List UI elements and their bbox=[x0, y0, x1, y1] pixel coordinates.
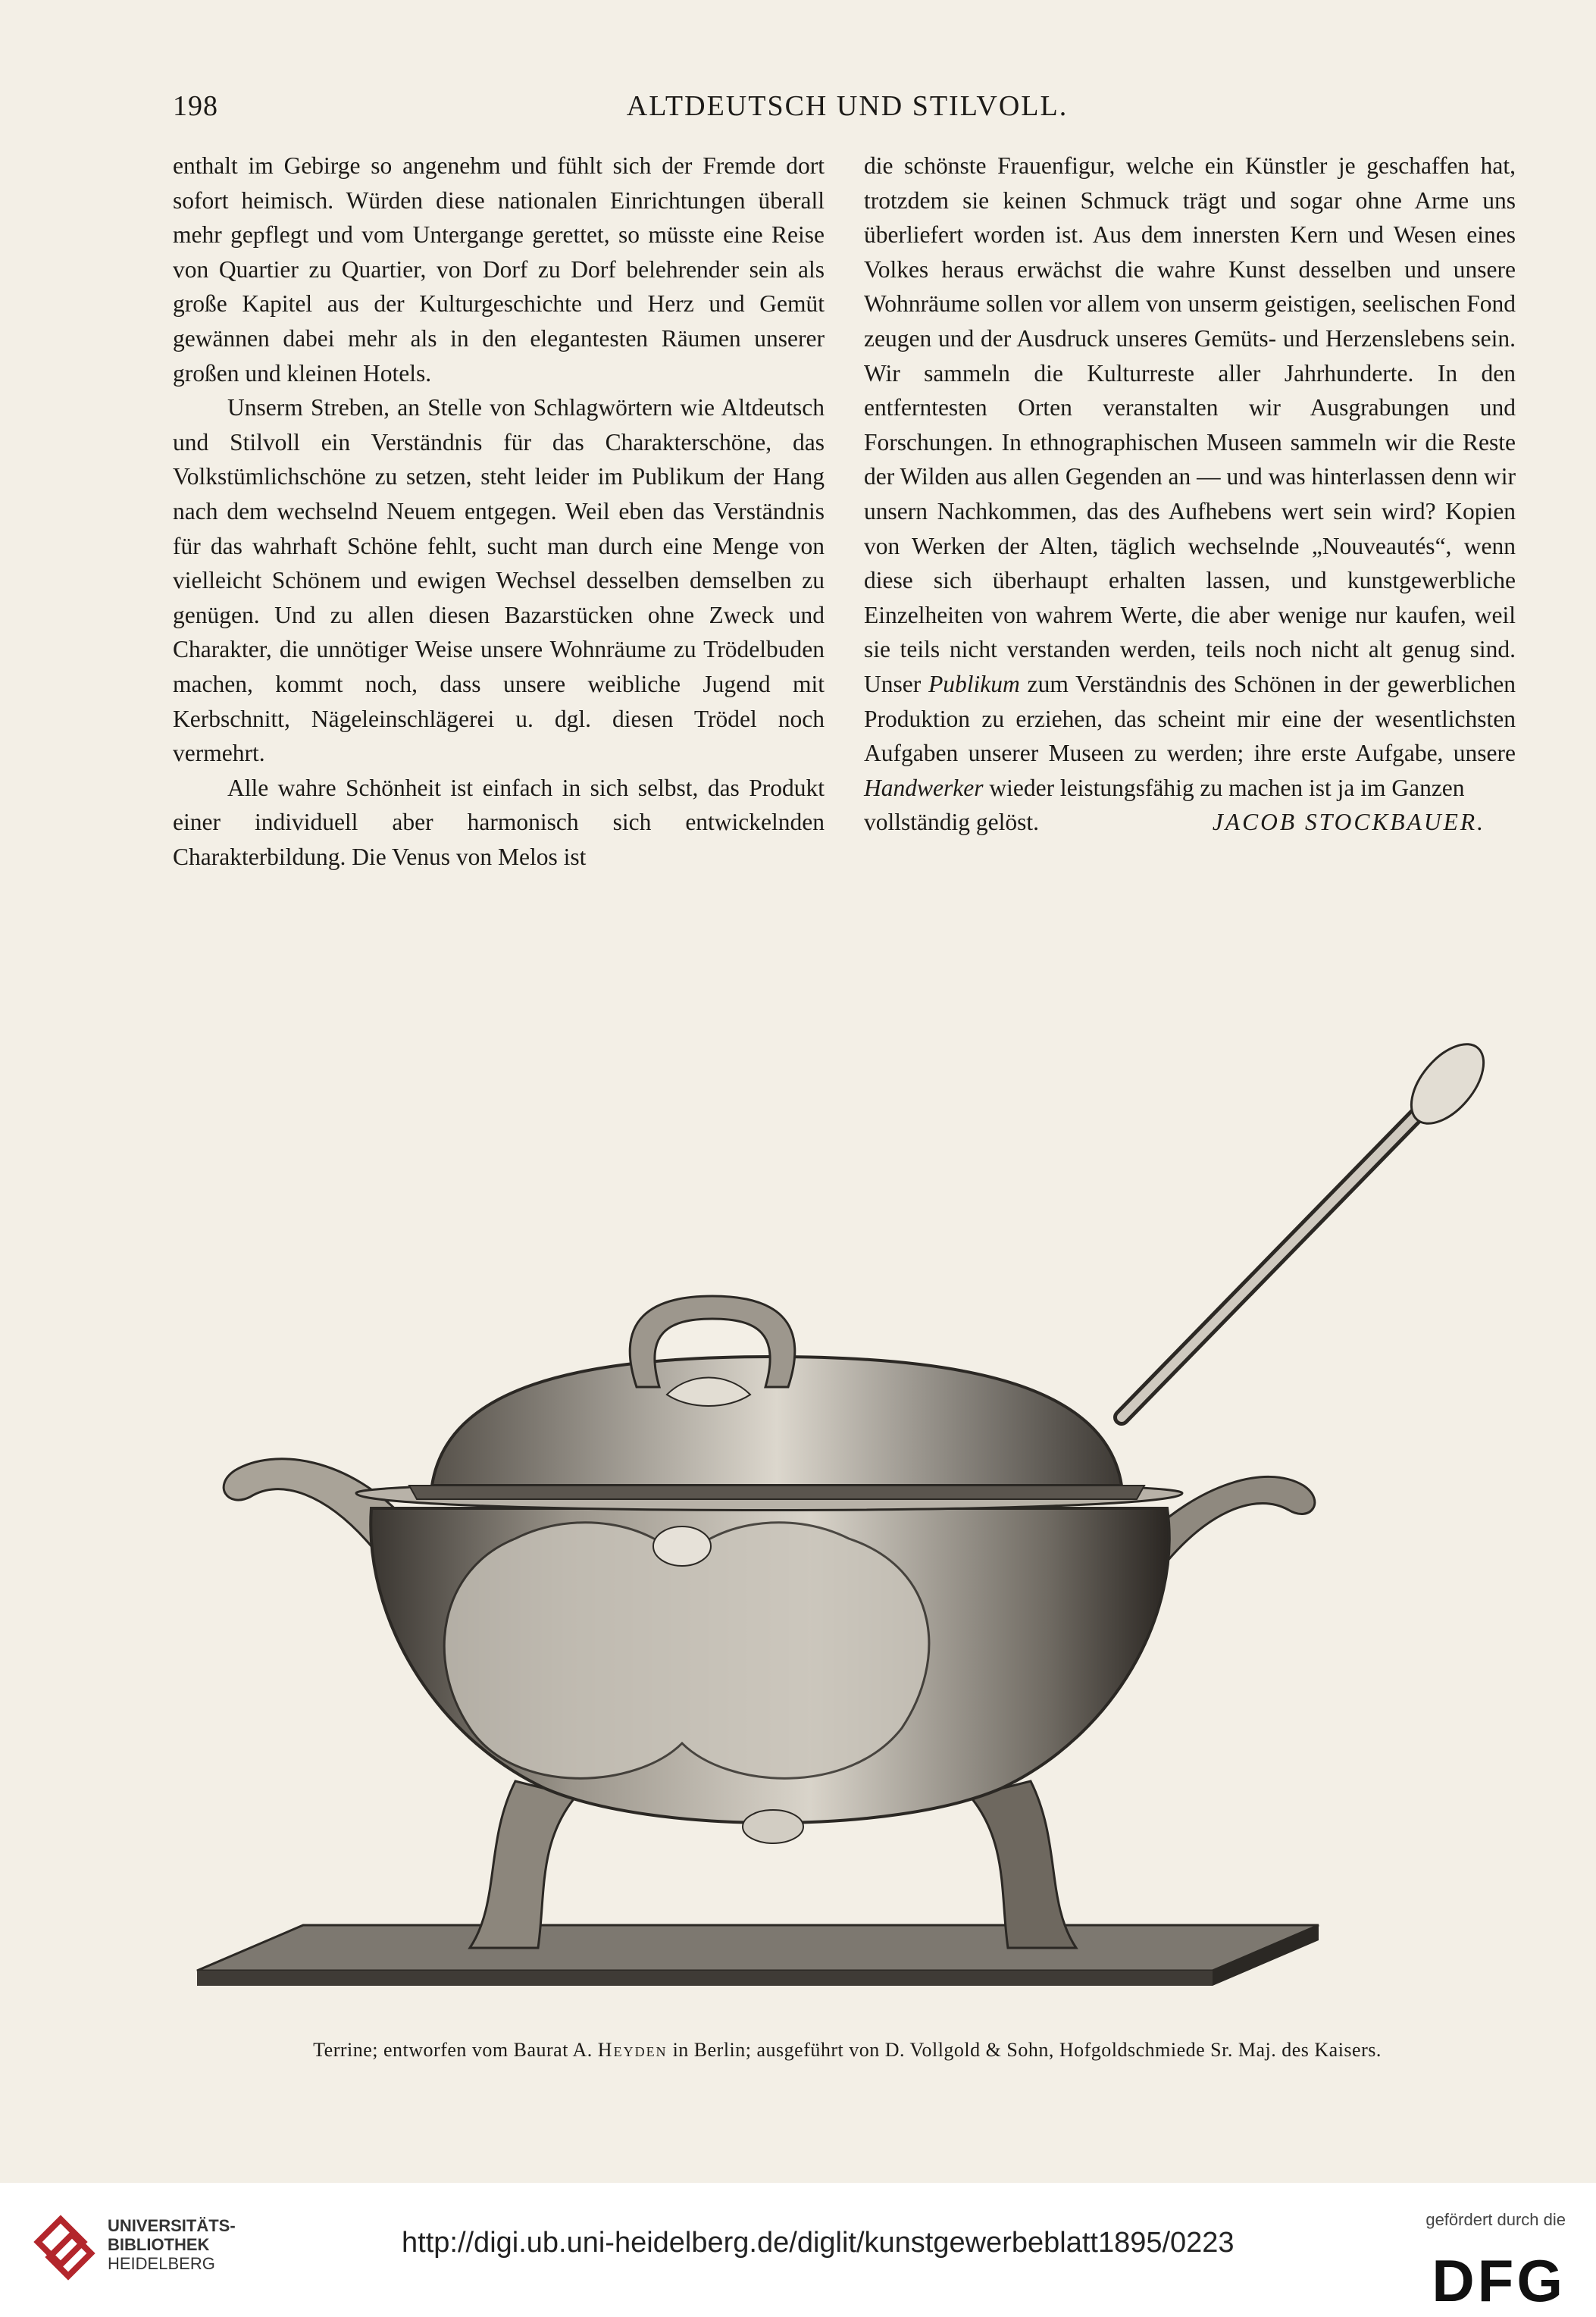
page-number: 198 bbox=[173, 90, 218, 122]
library-name-line-3: HEIDELBERG bbox=[108, 2254, 215, 2273]
tureen-foot-right bbox=[970, 1781, 1076, 1948]
ub-heidelberg-logo-icon bbox=[30, 2212, 99, 2287]
emphasis-handwerker: Handwerker bbox=[864, 774, 984, 801]
dfg-logo: DFG bbox=[1432, 2247, 1566, 2314]
signature-line bbox=[864, 805, 1516, 840]
right-text-c: wieder leistungsfähig zu machen ist ja im Ganzen bbox=[989, 774, 1465, 801]
emphasis-publikum: Publikum bbox=[928, 670, 1020, 697]
right-text-b: zum Verständnis des Schönen in der gewerblichen Produktion zu erziehen, das scheint mir eine der wesentlichsten Aufgaben unserer Museen zu werden; ihre erste Aufgabe, unsere bbox=[864, 670, 1516, 767]
library-name-line-2: BIBLIOTHEK bbox=[108, 2235, 210, 2254]
tureen-shell-top bbox=[653, 1526, 711, 1566]
figure-caption bbox=[173, 2039, 1522, 2062]
caption-name: Heyden bbox=[597, 2039, 668, 2061]
running-title: ALTDEUTSCH UND STILVOLL. bbox=[626, 90, 1069, 122]
right-text-a: die schönste Frauenfigur, welche ein Künstler je geschaffen hat, trotzdem sie keinen Schmuck trägt und sogar ohne Arme uns überliefert worden ist. Aus dem innersten Kern und Wesen eines Volkes heraus erwächst die wahre Kunst desselben und unsere Wohnräume sollen vor allem von unserm geistigen, seelischen Fond zeugen und der Ausdruck unseres Gemüts- und Herzenslebens sein. Wir sammeln die Kulturreste aller Jahrhunderte. In den entferntesten Orten veranstalten wir Ausgrabungen und Forschungen. In ethnographischen Museen sammeln wir die Reste der Wilden aus allen Gegenden an — und was hinterlassen denn wir unsern Nachkommen, das des Aufhebens wert sein wird? Kopien von Werken der Alten, täglich wechselnde „Nouveautés“, wenn diese sich überhaupt erhalten lassen, und kunstgewerbliche Einzelheiten von wahrem Werte, die aber wenige nur kaufen, weil sie teils nicht verstanden werden, teils noch nicht alt genug sind. Unser bbox=[864, 152, 1516, 697]
closing-text: vollständig gelöst. bbox=[864, 809, 1039, 836]
permalink-url[interactable]: http://digi.ub.uni-heidelberg.de/diglit/kunstgewerbeblatt1895/0223 bbox=[402, 2227, 1235, 2259]
library-name-line-1: UNIVERSITÄTS- bbox=[108, 2216, 236, 2235]
tureen-engraving bbox=[182, 963, 1561, 2024]
left-paragraph-1: enthalt im Gebirge so angenehm und fühlt sich der Fremde dort sofort heimisch. Würden diese nationalen Einrichtungen überall mehr gepflegt und vom Untergange gerettet, so müsste eine Reise von Quartier zu Quartier, von Dorf zu Dorf belehrender sein als große Kapitel aus der Kulturgeschichte und Herz und Gemüt gewännen dabei mehr als in den elegantesten Räumen unserer großen und kleinen Hotels. bbox=[173, 152, 825, 387]
tureen-shell-bottom bbox=[743, 1810, 803, 1843]
caption-text-a: Terrine; entworfen vom Baurat A. bbox=[313, 2039, 593, 2061]
tureen-base-board bbox=[197, 1925, 1319, 1971]
digitization-footer bbox=[0, 2183, 1596, 2317]
tureen-foot-left bbox=[470, 1781, 576, 1948]
library-name bbox=[108, 2216, 236, 2273]
page-header bbox=[173, 89, 1522, 127]
funded-by-label: gefördert durch die bbox=[1425, 2210, 1566, 2229]
right-paragraph bbox=[864, 149, 1516, 805]
author-signature: JACOB STOCKBAUER. bbox=[1212, 809, 1485, 836]
left-column bbox=[173, 149, 825, 874]
caption-text-b: in Berlin; ausgeführt von D. Vollgold & Sohn, Hofgoldschmiede Sr. Maj. des Kaisers. bbox=[672, 2039, 1382, 2061]
left-paragraph-2: Unserm Streben, an Stelle von Schlagwörtern wie Altdeutsch und Stilvoll ein Verständnis für das Charakterschöne, das Volkstümlichschöne zu setzen, steht leider im Publikum der Hang nach dem wechselnd Neuem entgegen. Weil eben das Verständnis für das wahrhaft Schöne fehlt, sucht man durch eine Menge von vielleicht Schönem und ewigen Wechsel desselben demselben zu genügen. Und zu allen diesen Bazarstücken ohne Zweck und Charakter, die unnötiger Weise unsere Wohnräume zu Trödelbuden machen, kommt noch, dass unsere weibliche Jugend mit Kerbschnitt, Nägeleinschlägerei u. dgl. diesen Trödel noch vermehrt. bbox=[173, 394, 825, 767]
right-column bbox=[864, 149, 1516, 840]
left-paragraph-3: Alle wahre Schönheit ist einfach in sich selbst, das Produkt einer individuell aber harmonisch sich entwickelnden Charakterbildung. Die Venus von Melos ist bbox=[173, 774, 825, 870]
